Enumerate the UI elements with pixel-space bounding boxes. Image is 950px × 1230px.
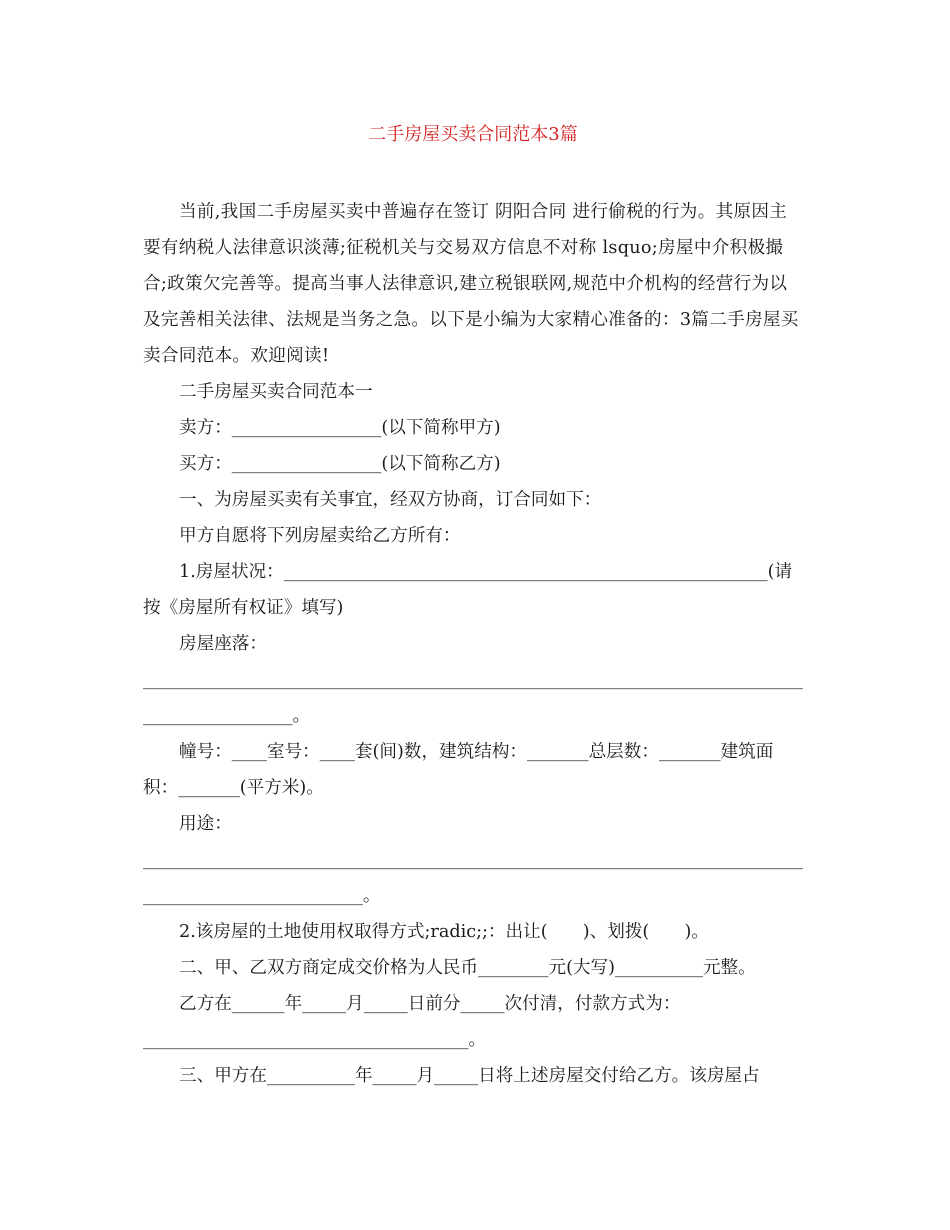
house-location-label: 房屋座落：: [179, 634, 267, 654]
usage-label: 用途：: [179, 814, 232, 834]
payment-method-blank: _____________________________________。: [143, 1030, 487, 1050]
seller-line: 卖方：_________________(以下简称甲方): [179, 418, 501, 438]
building-details-line: 幢号：____室号：____套(间)数，建筑结构：_______总层数：_______建筑面积：_______(平方米)。: [143, 742, 774, 798]
land-use-line: 2.该房屋的土地使用权取得方式;radic;;：出让( )、划拨( )。: [179, 922, 709, 942]
house-location-blank: ____________________________________________________________________________________________。: [143, 670, 803, 726]
house-status-line: 1.房屋状况：_______________________________________________________(请按《房屋所有权证》填写): [143, 562, 793, 618]
document-title: 二手房屋买卖合同范本3篇: [368, 124, 578, 145]
clause-one: 一、为房屋买卖有关事宜，经双方协商，订合同如下：: [179, 490, 602, 510]
buyer-line: 买方：_________________(以下简称乙方): [179, 454, 501, 474]
document-page: [143, 120, 803, 1094]
usage-blank: ____________________________________________________________________________________________________。: [143, 850, 803, 906]
contract-heading: 二手房屋买卖合同范本一: [179, 382, 373, 402]
clause-one-statement: 甲方自愿将下列房屋卖给乙方所有：: [179, 526, 461, 546]
delivery-clause: 三、甲方在__________年_____月_____日将上述房屋交付给乙方。该房屋占: [179, 1066, 760, 1086]
payment-line: 乙方在______年_____月_____日前分_____次付清，付款方式为：: [179, 994, 681, 1014]
price-clause: 二、甲、乙双方商定成交价格为人民币________元(大写)__________元整。: [179, 958, 756, 978]
intro-paragraph: 当前,我国二手房屋买卖中普遍存在签订 阴阳合同 进行偷税的行为。其原因主要有纳税人法律意识淡薄;征税机关与交易双方信息不对称 lsquo;房屋中介积极撮合;政策欠完善等。提高当事人法律意识,建立税银联网,规范中介机构的经营行为以及完善相关法律、法规是当务之急。以下是小编为大家精心准备的：3篇二手房屋买卖合同范本。欢迎阅读!: [143, 202, 799, 366]
